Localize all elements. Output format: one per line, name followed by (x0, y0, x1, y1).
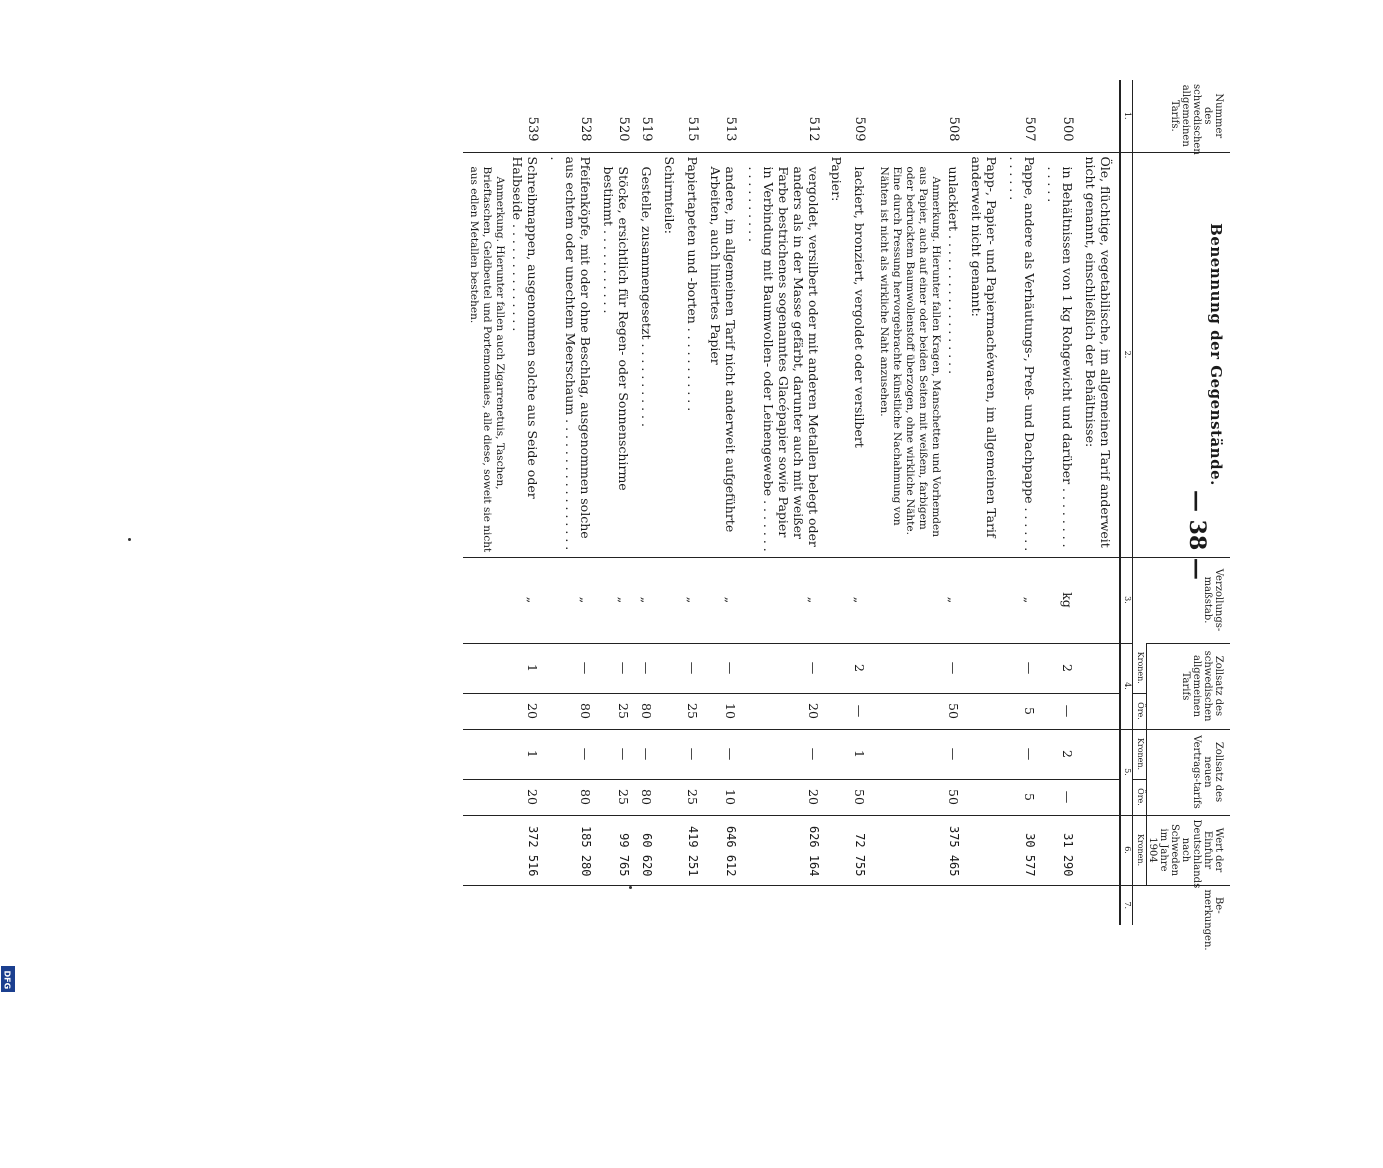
cell-o1 (967, 693, 1005, 729)
cell-unit: „ (637, 557, 660, 643)
column-number: 7. (1120, 885, 1132, 925)
cell-k1 (463, 643, 508, 693)
cell-k1: — (546, 643, 599, 693)
cell-o1: 20 (744, 693, 827, 729)
cell-text: Schreibmappen, ausgenommen solche aus Seide oder Halbseide . . . . . . . . . . . . . . (508, 152, 546, 557)
cell-text: Stöcke, ersichtlich für Regen- oder Sonnenschirme bestimmt . . . . . . . . . . . (599, 152, 637, 557)
cell-o2: 20 (508, 779, 546, 815)
cell-text: in Behältnissen von 1 kg Rohgewicht und darüber . . . . . . . . . . . . . (1043, 152, 1081, 557)
cell-text: andere, im allgemeinen Tarif nicht anderweit aufgeführte Arbeiten, auch liniiertes Papier (706, 152, 744, 557)
cell-bemerkungen (463, 885, 508, 925)
cell-k1: 2 (850, 643, 873, 693)
table-row (546, 80, 599, 925)
cell-o1 (873, 693, 944, 729)
table-body (463, 80, 1120, 925)
table-row (1043, 80, 1081, 925)
cell-wert: 60 620 (637, 815, 660, 885)
cell-text: vergoldet, versilbert oder mit anderen Metallen belegt oder anders als in der Masse gefärbt, darunter auch mit weißer Farbe bestrichenes sogenanntes Glacépapier sowie Papier in Verbindung mit Baumwollen- oder Leinengewebe . . . . . . . . . . . . . . . . . (744, 152, 827, 557)
cell-o2: 5 (1005, 779, 1043, 815)
cell-k1: 2 (1043, 643, 1081, 693)
cell-k2 (967, 729, 1005, 779)
cell-k2 (873, 729, 944, 779)
cell-k2 (463, 729, 508, 779)
cell-o2: 50 (850, 779, 873, 815)
cell-k2: — (637, 729, 660, 779)
page-number: — 38 — (1184, 490, 1210, 580)
cell-unit: „ (599, 557, 637, 643)
cell-wert: 419 251 (683, 815, 706, 885)
table-row (637, 80, 660, 925)
cell-bemerkungen (1005, 885, 1043, 925)
cell-o1: 80 (546, 693, 599, 729)
cell-wert (967, 815, 1005, 885)
cell-text: Anmerkung. Hierunter fallen auch Zigarrenetuis, Taschen, Brieftaschen, Geldbeutel und Portemonnaies, alle diese, soweit sie nicht aus edlen Metallen bestehen. (463, 152, 508, 557)
dfg-logo: DFG (1, 966, 15, 992)
table-row (683, 80, 706, 925)
cell-k1: — (637, 643, 660, 693)
cell-o1: — (850, 693, 873, 729)
cell-o2 (967, 779, 1005, 815)
cell-k2: — (744, 729, 827, 779)
cell-bemerkungen (1043, 885, 1081, 925)
cell-o2: 80 (546, 779, 599, 815)
cell-k1: — (1005, 643, 1043, 693)
cell-nr: 512 (806, 116, 822, 142)
header-kronen: Kronen. (1133, 643, 1147, 693)
header-benennung: Benennung der Gegenstände. (1133, 152, 1230, 557)
table-row (463, 80, 508, 925)
cell-nr: 508 (946, 116, 962, 142)
cell-wert: 31 290 (1043, 815, 1081, 885)
cell-o1: 20 (508, 693, 546, 729)
cell-k2: — (944, 729, 967, 779)
cell-unit (873, 557, 944, 643)
cell-k2 (827, 729, 850, 779)
cell-nr (873, 80, 944, 152)
cell-k1: 1 (508, 643, 546, 693)
header-bemerkungen: Be-merkungen. (1133, 885, 1230, 925)
cell-wert: 372 516 (508, 815, 546, 885)
cell-nr (463, 80, 508, 152)
cell-text: lackiert, bronziert, vergoldet oder versilbert (850, 152, 873, 557)
column-number: 6. (1120, 815, 1132, 885)
cell-nr: 519 (639, 116, 655, 142)
cell-bemerkungen (683, 885, 706, 925)
cell-bemerkungen (660, 885, 683, 925)
table-row (944, 80, 967, 925)
cell-o1 (1081, 693, 1120, 729)
cell-k1 (873, 643, 944, 693)
header-zollsatz-allgemein: Zollsatz des schwedischen allgemeinen Tarifs (1147, 643, 1231, 729)
cell-o2: 50 (944, 779, 967, 815)
table-row (508, 80, 546, 925)
cell-k2: — (706, 729, 744, 779)
cell-text: Papier: (827, 152, 850, 557)
header-oere: Öre. (1133, 779, 1147, 815)
cell-wert: 185 280 (546, 815, 599, 885)
table-row (967, 80, 1005, 925)
cell-o2 (1081, 779, 1120, 815)
cell-o2: — (1043, 779, 1081, 815)
cell-o1: 25 (599, 693, 637, 729)
cell-unit: „ (546, 557, 599, 643)
cell-nr (660, 80, 683, 152)
cell-k2: 2 (1043, 729, 1081, 779)
cell-unit (660, 557, 683, 643)
cell-o1: 80 (637, 693, 660, 729)
cell-unit: „ (944, 557, 967, 643)
header-kronen: Kronen. (1133, 729, 1147, 779)
cell-bemerkungen (873, 885, 944, 925)
cell-bemerkungen (508, 885, 546, 925)
cell-k1 (1081, 643, 1120, 693)
cell-k2: — (1005, 729, 1043, 779)
cell-bemerkungen (944, 885, 967, 925)
cell-text: Pfeifenköpfe, mit oder ohne Beschlag, ausgenommen solche aus echtem oder unechtem Meerschaum . . . . . . . . . . . . . . . . . . (546, 152, 599, 557)
table-row (706, 80, 744, 925)
cell-text: Pappe, andere als Verhäutungs-, Preß- und Dachpappe . . . . . . . . . . . . (1005, 152, 1043, 557)
cell-nr: 513 (723, 116, 739, 142)
cell-unit: „ (508, 557, 546, 643)
table-row (1081, 80, 1120, 925)
table-row (827, 80, 850, 925)
cell-o2: 25 (599, 779, 637, 815)
cell-text: Anmerkung. Hierunter fallen Kragen, Manschetten und Vorhemden aus Papier, auch auf einer oder beiden Seiten mit weißem, farbigem oder bedrucktem Baumwollenstoff überzogen, ohne wirkliche Nähte. Eine durch Pressung hervorgebrachte künstliche Nachahmung von Nähten ist nicht als wirkliche Naht anzusehen. (873, 152, 944, 557)
cell-o1 (463, 693, 508, 729)
cell-wert (873, 815, 944, 885)
cell-bemerkungen (850, 885, 873, 925)
cell-unit: „ (850, 557, 873, 643)
cell-k1: — (683, 643, 706, 693)
cell-bemerkungen (827, 885, 850, 925)
cell-o2: 25 (683, 779, 706, 815)
cell-o2 (660, 779, 683, 815)
cell-wert: 646 612 (706, 815, 744, 885)
cell-o1: 10 (706, 693, 744, 729)
cell-nr: 509 (852, 116, 868, 142)
cell-nr (967, 80, 1005, 152)
cell-unit: „ (683, 557, 706, 643)
cell-bemerkungen (706, 885, 744, 925)
table-row (873, 80, 944, 925)
table-row (850, 80, 873, 925)
cell-o2: 10 (706, 779, 744, 815)
cell-k2 (660, 729, 683, 779)
table-row (660, 80, 683, 925)
header-kronen: Kronen. (1133, 815, 1147, 885)
cell-o2 (827, 779, 850, 815)
cell-wert: 626 164 (744, 815, 827, 885)
cell-k2: 1 (850, 729, 873, 779)
cell-k2: — (546, 729, 599, 779)
header-zollsatz-vertrag: Zollsatz des neuen Vertrags-tarifs (1147, 729, 1231, 815)
cell-o1: 5 (1005, 693, 1043, 729)
header-verzollungsmassstab: Verzollungs-maßstab. (1133, 557, 1230, 643)
cell-unit (827, 557, 850, 643)
cell-k1: — (944, 643, 967, 693)
cell-unit (1081, 557, 1120, 643)
table-row (744, 80, 827, 925)
cell-nr: 528 (578, 116, 594, 142)
cell-wert: 99 765 (599, 815, 637, 885)
cell-nr: 520 (616, 116, 632, 142)
cell-nr: 500 (1060, 116, 1076, 142)
cell-k1 (660, 643, 683, 693)
cell-o2: 80 (637, 779, 660, 815)
cell-o2 (463, 779, 508, 815)
speck (128, 538, 131, 541)
cell-text: Gestelle, zusammengesetzt . . . . . . . . . . . (637, 152, 660, 557)
cell-nr (827, 80, 850, 152)
cell-wert (827, 815, 850, 885)
cell-unit: „ (706, 557, 744, 643)
cell-bemerkungen (637, 885, 660, 925)
cell-o2: 20 (744, 779, 827, 815)
cell-bemerkungen (546, 885, 599, 925)
cell-text: unlackiert . . . . . . . . . . . . . . . . . . (944, 152, 967, 557)
header-oere: Öre. (1133, 693, 1147, 729)
cell-bemerkungen (744, 885, 827, 925)
cell-o1: — (1043, 693, 1081, 729)
cell-o1: 50 (944, 693, 967, 729)
column-number: 4. (1120, 643, 1132, 729)
cell-k1: — (706, 643, 744, 693)
cell-wert: 30 577 (1005, 815, 1043, 885)
tariff-table (463, 80, 1230, 951)
cell-o1 (827, 693, 850, 729)
header-wert: Wert der Einfuhr Deutschlands nach Schweden im Jahre 1904 (1147, 815, 1231, 885)
cell-wert (660, 815, 683, 885)
column-number: 1. (1120, 80, 1132, 152)
cell-k1: — (744, 643, 827, 693)
cell-bemerkungen (1081, 885, 1120, 925)
cell-k2: — (599, 729, 637, 779)
cell-nr: 515 (685, 116, 701, 142)
header-nummer: Nummer des schwedischen allgemeinen Tarifs. (1133, 80, 1230, 152)
cell-o1 (660, 693, 683, 729)
cell-unit: „ (1005, 557, 1043, 643)
column-number: 5. (1120, 729, 1132, 815)
cell-text: Schirmteile: (660, 152, 683, 557)
cell-unit (463, 557, 508, 643)
cell-wert: 375 465 (944, 815, 967, 885)
cell-unit: kg (1043, 557, 1081, 643)
cell-wert: 72 755 (850, 815, 873, 885)
column-number: 3. (1120, 557, 1132, 643)
cell-nr (1081, 80, 1120, 152)
cell-o1: 25 (683, 693, 706, 729)
cell-o2 (873, 779, 944, 815)
cell-unit (967, 557, 1005, 643)
cell-k2: 1 (508, 729, 546, 779)
column-number: 2. (1120, 152, 1132, 557)
cell-k2 (1081, 729, 1120, 779)
cell-bemerkungen (599, 885, 637, 925)
cell-nr: 539 (525, 116, 541, 142)
cell-text: Papiertapeten und -borten . . . . . . . . . . . (683, 152, 706, 557)
cell-k1: — (599, 643, 637, 693)
cell-k1 (827, 643, 850, 693)
cell-text: Öle, flüchtige, vegetabilische, im allgemeinen Tarif anderweit nicht genannt, einschließlich der Behältnisse: (1081, 152, 1120, 557)
cell-k1 (967, 643, 1005, 693)
table-row (1005, 80, 1043, 925)
cell-wert (1081, 815, 1120, 885)
table-row (599, 80, 637, 925)
cell-unit: „ (744, 557, 827, 643)
cell-text: Papp-, Papier- und Papiermachéwaren, im allgemeinen Tarif anderweit nicht genannt: (967, 152, 1005, 557)
cell-bemerkungen (967, 885, 1005, 925)
cell-wert (463, 815, 508, 885)
tariff-page (152, 80, 1230, 951)
cell-nr: 507 (1022, 116, 1038, 142)
cell-k2: — (683, 729, 706, 779)
